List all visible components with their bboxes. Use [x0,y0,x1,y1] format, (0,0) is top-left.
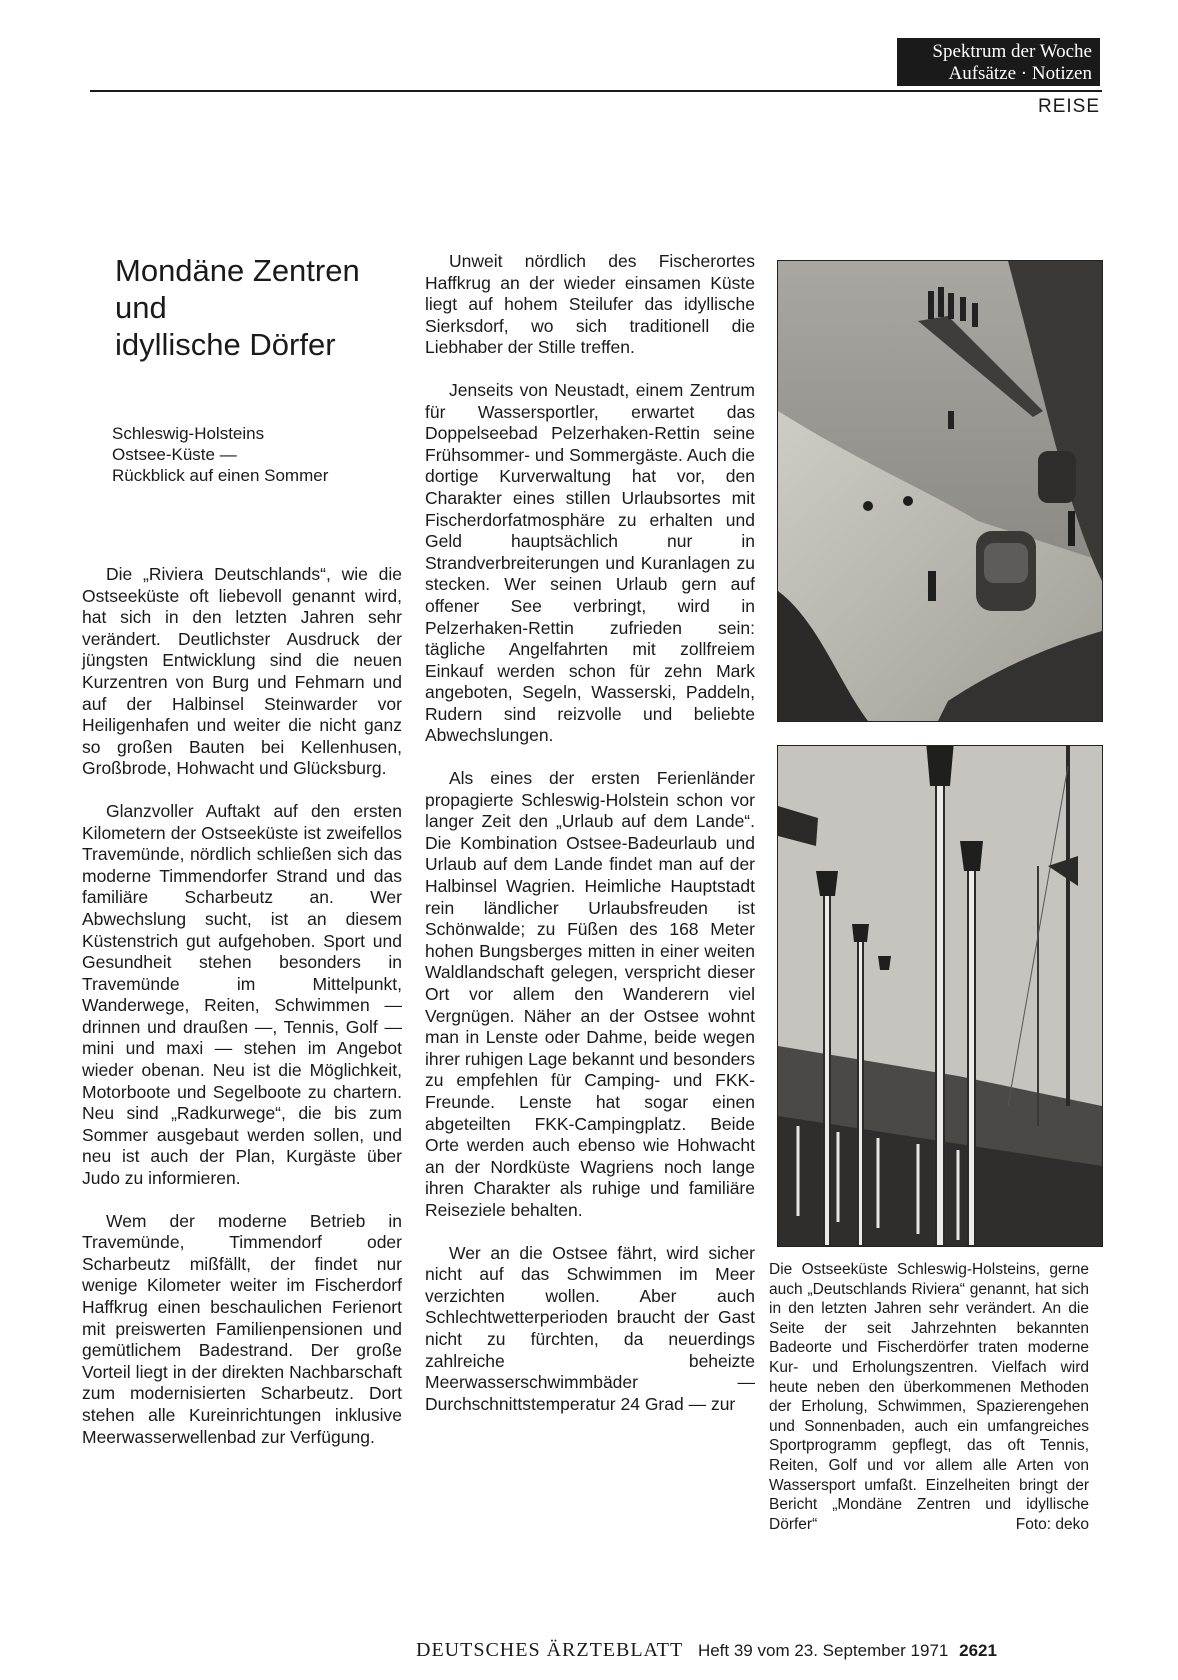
paragraph: Glanzvoller Auftakt auf den ersten Kilometern der Ostseeküste ist zweifellos Travemünde, nördlich schließen sich das moderne Timmendorfer Strand und das familiäre Scharbeutz an. Wer Abwechslung sucht, ist an diesem Küstenstrich gut aufgehoben. Sport und Gesundheit stehen besonders in Travemünde im Mittelpunkt, Wanderwege, Reiten, Schwimmen — drinnen und draußen —, Tennis, Golf — mini und maxi — stehen im Angebot wieder obenan. Neu ist die Möglichkeit, Motorboote und Segelboote zu chartern. Neu sind „Radkurwege“, die bis zum Sommer ausgebaut werden sollen, und neu ist auch der Plan, Kurgäste über Judo zu informieren. [82,800,402,1189]
section-label: REISE [1037,96,1100,117]
paragraph: Als eines der ersten Ferienländer propagierte Schleswig-Holstein schon vor langer Zeit den „Urlaub auf dem Lande“. Die Kombination Ostsee-Badeurlaub und Urlaub auf dem Lande findet man auf der Halbinsel Wagrien. Heimliche Hauptstadt rein ländlicher Urlaubsfreuden ist Schönwalde; zu Füßen des 168 Meter hohen Bungsberges mitten in einer weiten Waldlandschaft gelegen, verspricht dieser Ort vor allem den Wanderern viel Vergnügen. Näher an der Ostsee wohnt man in Lenste oder Dahme, beide wegen ihrer ruhigen Lage bekannt und besonders zu empfehlen für Camping- und FKK-Freunde. Lenste hat sogar einen abgeteilten FKK-Campingplatz. Beide Orte werden auch ebenso wie Hohwacht an der Nordküste Wagriens noch lange ihren Charakter als ruhige und familiäre Reiseziele behalten. [425,768,755,1220]
subhead-line: Ostsee-Küste — [112,445,237,464]
publication-name: DEUTSCHES ÄRZTEBLATT [416,1639,684,1661]
photo-caption [769,1260,1089,1534]
subhead-line: Rückblick auf einen Sommer [112,466,329,485]
article-subhead [112,423,402,486]
caption-text: Die Ostseeküste Schleswig-Holsteins, gerne auch „Deutschlands Riviera“ genannt, hat sich in den letzten Jahren sehr verändert. An die Seite der seit Jahrzehnten bekannten Badeorte und Fischerdörfer traten moderne Kur- und Erholungszentren. Vielfach wird heute neben den überkommenen Methoden der Erholung, Schwimmen, Spazierengehen und Sonnenbaden, auch ein umfangreiches Sportprogramm gepflegt, das oft Tennis, Reiten, Golf und vor allem alle Arten von Wassersport umfaßt. Einzelheiten bringt der Bericht „Mondäne Zentren und idyllische Dörfer“ [769,1261,1089,1533]
text-column-2 [425,251,755,1436]
headline-line: Mondäne Zentren [115,253,360,288]
text-column-1 [82,564,402,1469]
subhead-line: Schleswig-Holsteins [112,424,265,443]
footer [416,1639,997,1662]
issue-info: Heft 39 vom 23. September 1971 [697,1641,949,1660]
page-number: 2621 [959,1641,997,1660]
promenade-lanterns-photo [777,745,1103,1247]
header-rule [90,90,1102,92]
header-box [897,38,1100,86]
beach-pier-photo [777,260,1103,722]
header-box-line1: Spektrum der Woche [932,41,1092,62]
paragraph: Unweit nördlich des Fischerortes Haffkrug an der wieder einsamen Küste liegt auf hohem Steilufer das idyllische Sierksdorf, wo sich traditionell die Liebhaber der Stille treffen. [425,251,755,358]
paragraph: Jenseits von Neustadt, einem Zentrum für Wassersportler, erwartet das Doppelseebad Pelzerhaken-Rettin seine Frühsommer- und Sommergäste. Auch die dortige Kurverwaltung hat vor, den Charakter eines stillen Urlaubsortes mit Fischerdorfatmosphäre zu erhalten und Geld hauptsächlich nur in Strandverbreiterungen und Kuranlagen zu stecken. Wer seinen Urlaub gern auf offener See verbringt, wird in Pelzerhaken-Rettin zufrieden sein: tägliche Angelfahrten mit zollfreiem Einkauf werden schon für zehn Mark angeboten, Segeln, Wasserski, Paddeln, Rudern sind reizvolle und beliebte Abwechslungen. [425,379,755,746]
paragraph: Wem der moderne Betrieb in Travemünde, Timmendorf oder Scharbeutz mißfällt, der findet nur wenige Kilometer weiter im Fischerdorf Haffkrug einen beschaulichen Ferienort mit preiswerten Familienpensionen und gemütlichem Badestrand. Der große Vorteil liegt in der direkten Nachbarschaft zum modernisierten Scharbeutz. Dort stehen alle Kureinrichtungen inklusive Meerwasserwellenbad zur Verfügung. [82,1210,402,1447]
headline-line: und [115,290,167,325]
headline-line: idyllische Dörfer [115,327,336,362]
photo-credit: Foto: deko [1015,1515,1089,1533]
paragraph: Wer an die Ostsee fährt, wird sicher nicht auf das Schwimmen im Meer verzichten wollen. Aber auch Schlechtwetterperioden braucht der Gast nicht zu fürchten, da neuerdings zahlreiche beheizte Meerwasserschwimmbäder — Durchschnittstemperatur 24 Grad — zur [425,1242,755,1414]
article-headline [115,252,415,363]
header-box-line2: Aufsätze · Notizen [948,63,1092,84]
paragraph: Die „Riviera Deutschlands“, wie die Ostseeküste oft liebevoll genannt wird, hat sich in den letzten Jahren sehr verändert. Deutlichster Ausdruck der jüngsten Entwicklung sind die neuen Kurzentren von Burg und Fehmarn und auf der Halbinsel Steinwarder vor Heiligenhafen und weiter die nicht ganz so großen Bauten bei Kellenhusen, Großbrode, Hohwacht und Glücksburg. [82,564,402,779]
